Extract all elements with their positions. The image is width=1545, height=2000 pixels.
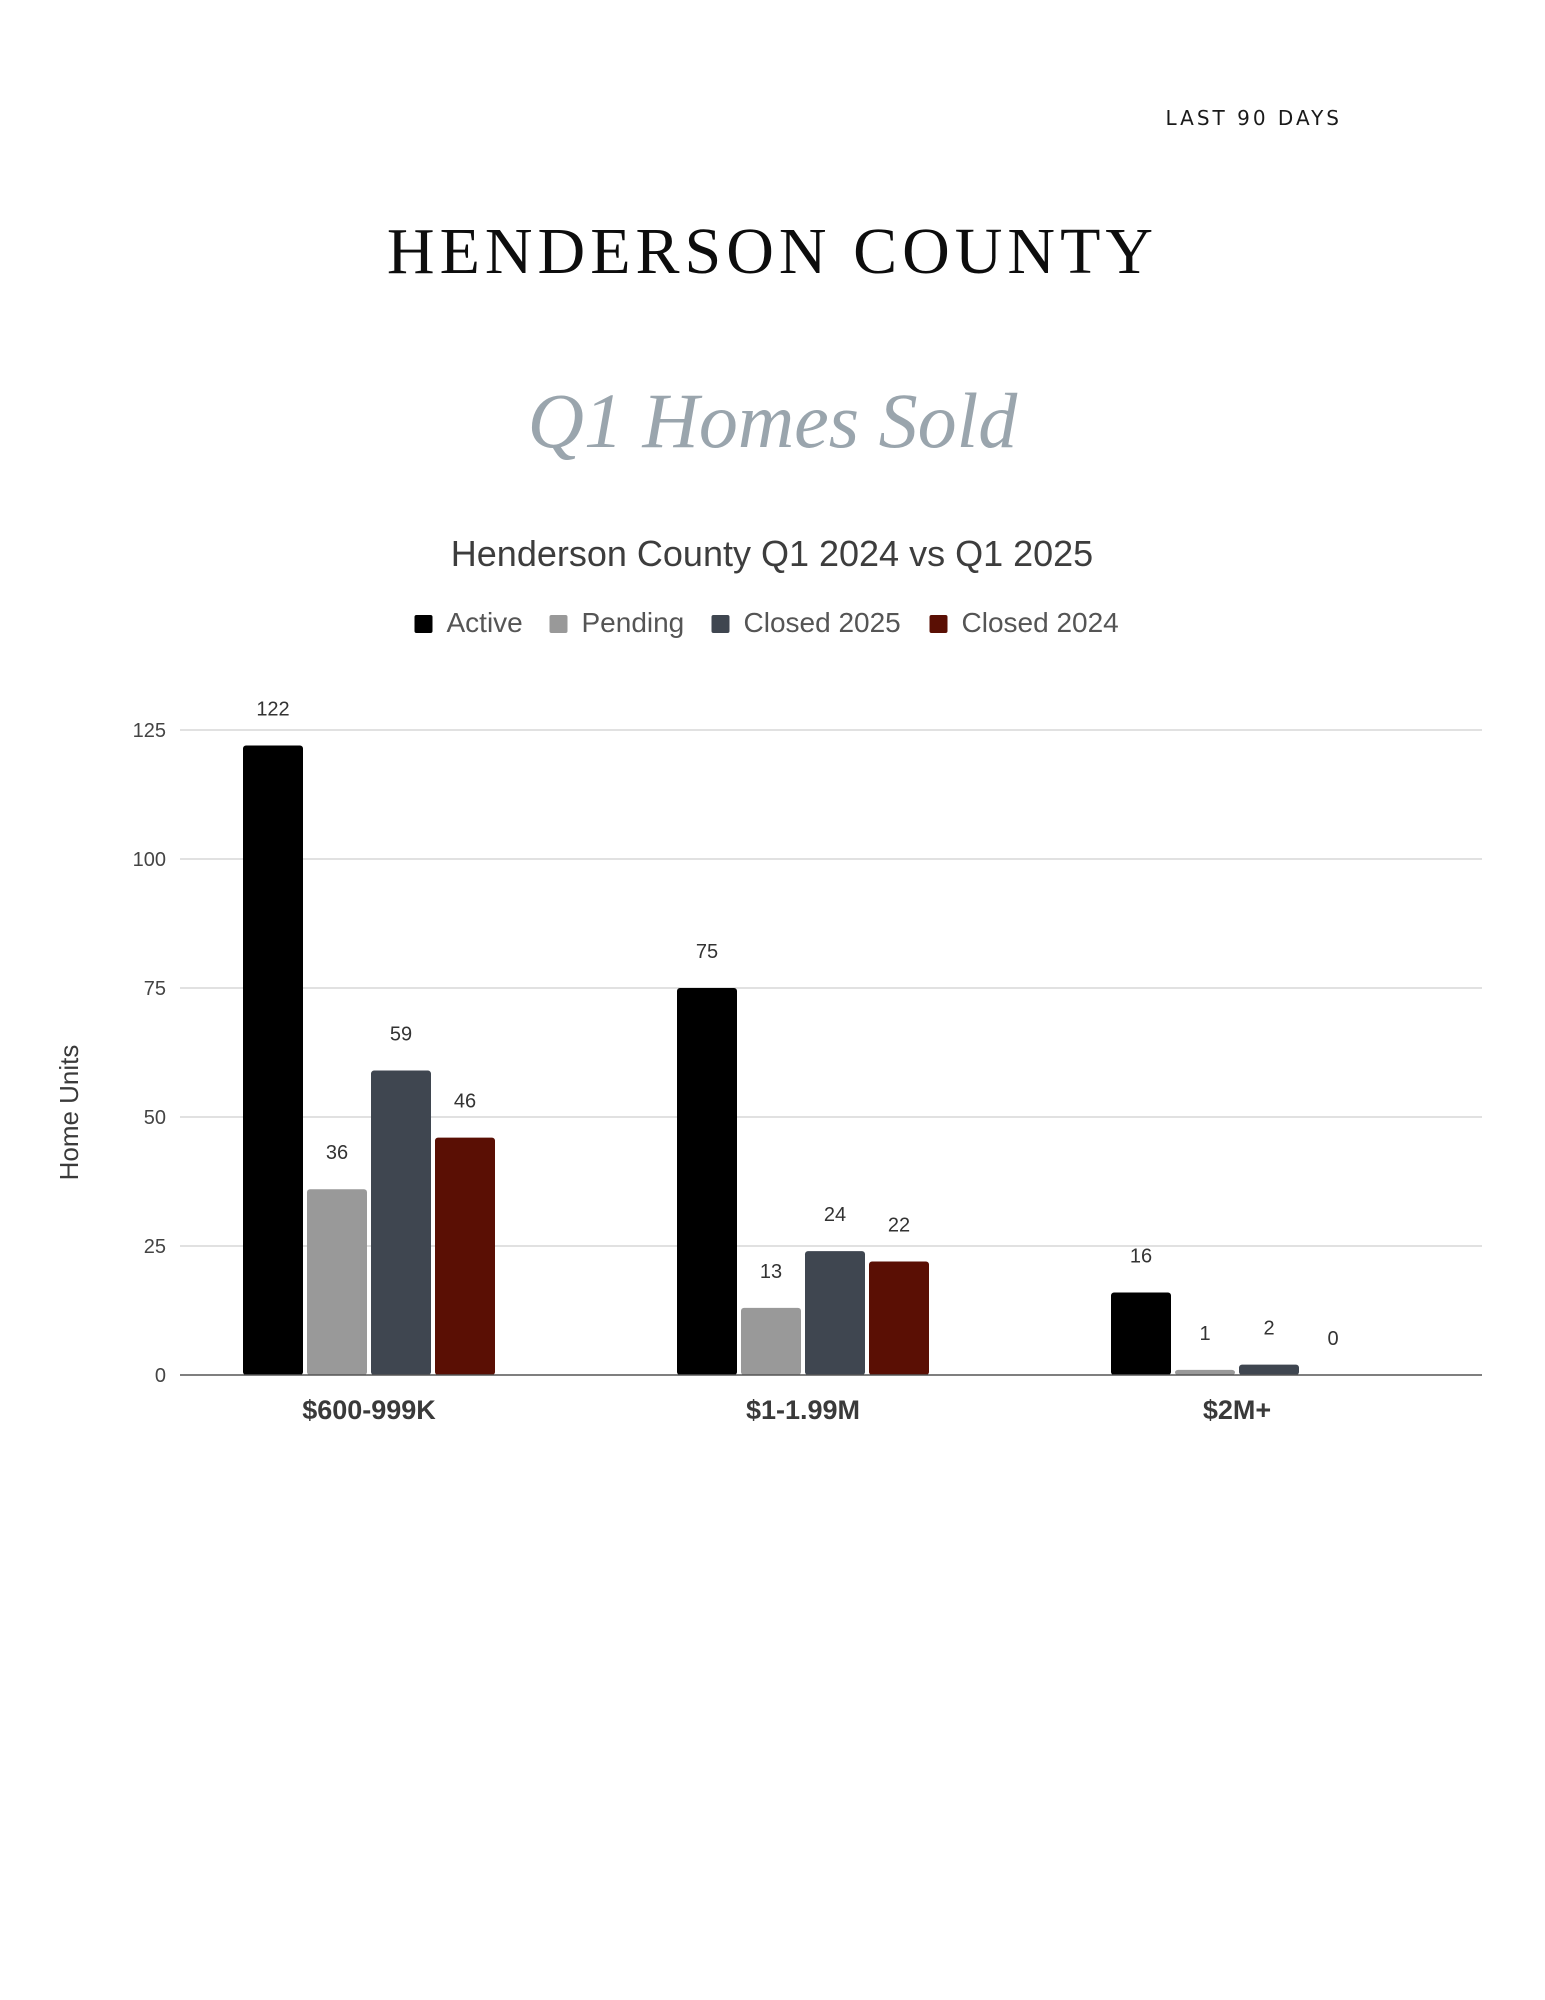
county-title: HENDERSON COUNTY <box>386 215 1159 288</box>
bar-active-1 <box>677 988 737 1375</box>
bar-pending-0 <box>307 1189 367 1375</box>
data-label: 1 <box>1199 1322 1211 1345</box>
data-label: 122 <box>256 698 290 721</box>
legend-swatch <box>930 615 948 633</box>
y-tick-label: 100 <box>132 849 166 871</box>
legend-swatch <box>712 615 730 633</box>
data-label: 2 <box>1263 1317 1275 1340</box>
bar-pending-2 <box>1175 1370 1235 1375</box>
legend-item-3 <box>930 607 1119 638</box>
y-axis-label: Home Units <box>54 1044 84 1181</box>
legend-label: Pending <box>581 607 685 638</box>
data-label: 36 <box>325 1142 349 1165</box>
data-label: 75 <box>695 941 719 963</box>
data-label: 24 <box>823 1204 847 1227</box>
legend-label: Closed 2024 <box>961 607 1119 638</box>
x-category-label: $600-999K <box>302 1395 436 1425</box>
bar-active-0 <box>243 745 303 1375</box>
legend-item-0 <box>415 607 523 638</box>
bar-active-2 <box>1111 1292 1171 1375</box>
bar-closed-2025-0 <box>371 1071 431 1375</box>
y-tick-label: 0 <box>154 1365 166 1387</box>
y-tick-label: 75 <box>143 978 166 1000</box>
bar-closed-2024-0 <box>435 1138 495 1375</box>
legend-label: Active <box>446 607 523 638</box>
subtitle: Q1 Homes Sold <box>527 377 1018 464</box>
x-axis-categories <box>302 1395 1271 1425</box>
bar-closed-2025-1 <box>805 1251 865 1375</box>
data-label: 59 <box>389 1023 413 1046</box>
y-tick-label: 125 <box>132 720 166 742</box>
legend-item-2 <box>712 607 901 638</box>
legend-swatch <box>550 615 568 633</box>
data-label: 13 <box>759 1260 783 1283</box>
chart-title: Henderson County Q1 2024 vs Q1 2025 <box>450 533 1094 574</box>
legend <box>415 607 1119 638</box>
bar-closed-2025-2 <box>1239 1365 1299 1375</box>
bar-chart <box>0 520 1545 1460</box>
data-label: 0 <box>1327 1328 1339 1350</box>
data-label: 46 <box>453 1090 477 1113</box>
legend-swatch <box>415 615 433 633</box>
y-axis-ticks <box>133 720 166 1387</box>
x-category-label: $2M+ <box>1202 1395 1272 1425</box>
bar-pending-1 <box>741 1308 801 1375</box>
bar-closed-2024-1 <box>869 1261 929 1375</box>
x-category-label: $1-1.99M <box>745 1395 861 1425</box>
y-tick-label: 25 <box>143 1236 166 1258</box>
data-label: 16 <box>1129 1245 1153 1268</box>
legend-label: Closed 2025 <box>743 607 901 638</box>
legend-item-1 <box>550 607 685 638</box>
y-tick-label: 50 <box>143 1107 166 1129</box>
data-label: 22 <box>887 1214 911 1237</box>
tagline: LAST 90 DAYS <box>1165 106 1342 130</box>
